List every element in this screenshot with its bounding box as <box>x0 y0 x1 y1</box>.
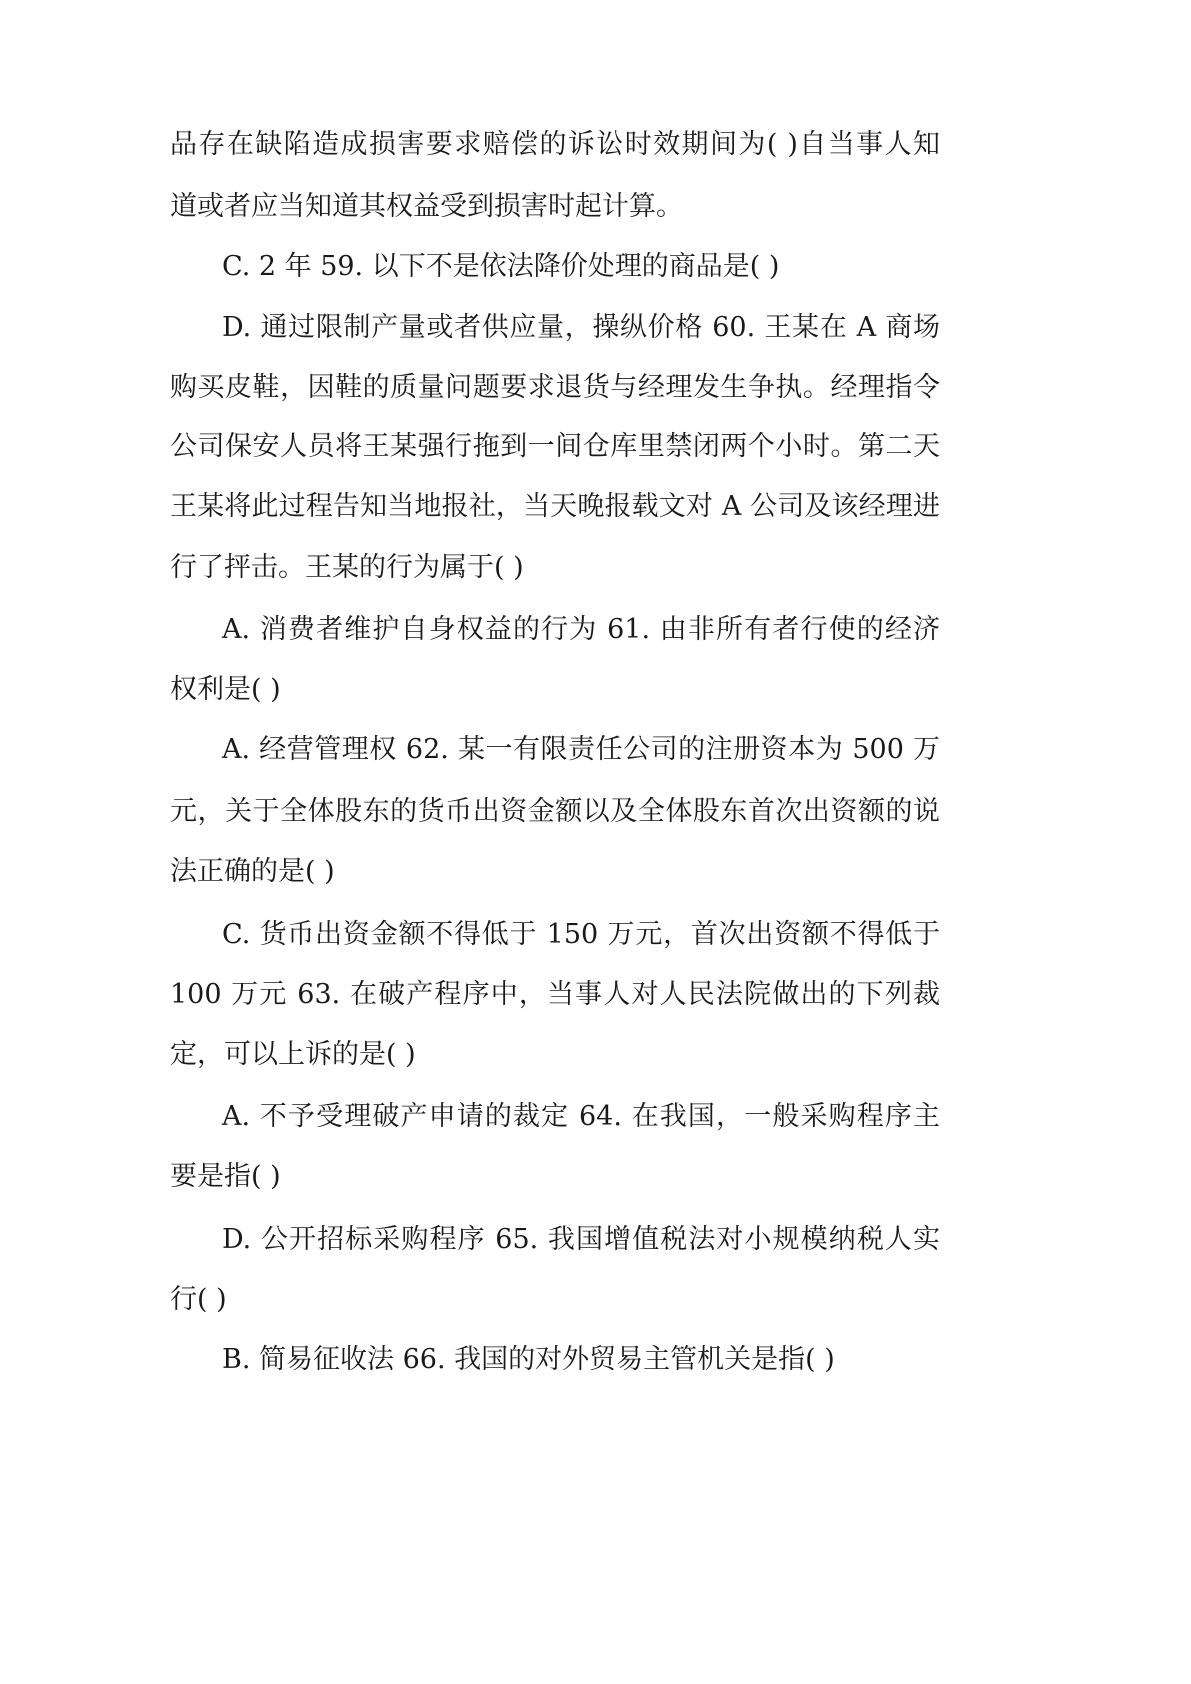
text-line: 行了抨击。王某的行为属于( ) <box>170 552 524 583</box>
text-line: 公司保安人员将王某强行拖到一间仓库里禁闭两个小时。第二天 <box>170 431 940 462</box>
answer-line: C. 2 年 59. 以下不是依法降价处理的商品是( ) <box>222 251 780 282</box>
text-line: 100 万元 63. 在破产程序中，当事人对人民法院做出的下列裁 <box>170 979 940 1010</box>
text-line: 权利是( ) <box>170 674 281 705</box>
text-line: 法正确的是( ) <box>170 856 335 887</box>
answer-line: A. 消费者维护自身权益的行为 61. 由非所有者行使的经济 <box>222 614 940 645</box>
answer-line: A. 不予受理破产申请的裁定 64. 在我国，一般采购程序主 <box>222 1101 940 1132</box>
text-line: 定，可以上诉的是( ) <box>170 1039 416 1070</box>
answer-line: A. 经营管理权 62. 某一有限责任公司的注册资本为 500 万 <box>222 734 940 765</box>
answer-line: D. 公开招标采购程序 65. 我国增值税法对小规模纳税人实 <box>222 1224 940 1255</box>
text-line: 要是指( ) <box>170 1161 281 1192</box>
text-line: 王某将此过程告知当地报社，当天晚报载文对 A 公司及该经理进 <box>170 491 940 522</box>
answer-line: D. 通过限制产量或者供应量，操纵价格 60. 王某在 A 商场 <box>222 312 940 343</box>
text-line: 购买皮鞋，因鞋的质量问题要求退货与经理发生争执。经理指令 <box>170 372 940 403</box>
text-line: 行( ) <box>170 1284 227 1315</box>
answer-line: B. 简易征收法 66. 我国的对外贸易主管机关是指( ) <box>222 1344 835 1375</box>
text-line: 元，关于全体股东的货币出资金额以及全体股东首次出资额的说 <box>170 796 940 827</box>
text-line: 品存在缺陷造成损害要求赔偿的诉讼时效期间为( )自当事人知 <box>170 129 940 160</box>
text-line: 道或者应当知道其权益受到损害时起计算。 <box>170 191 683 222</box>
answer-line: C. 货币出资金额不得低于 150 万元，首次出资额不得低于 <box>222 919 940 950</box>
